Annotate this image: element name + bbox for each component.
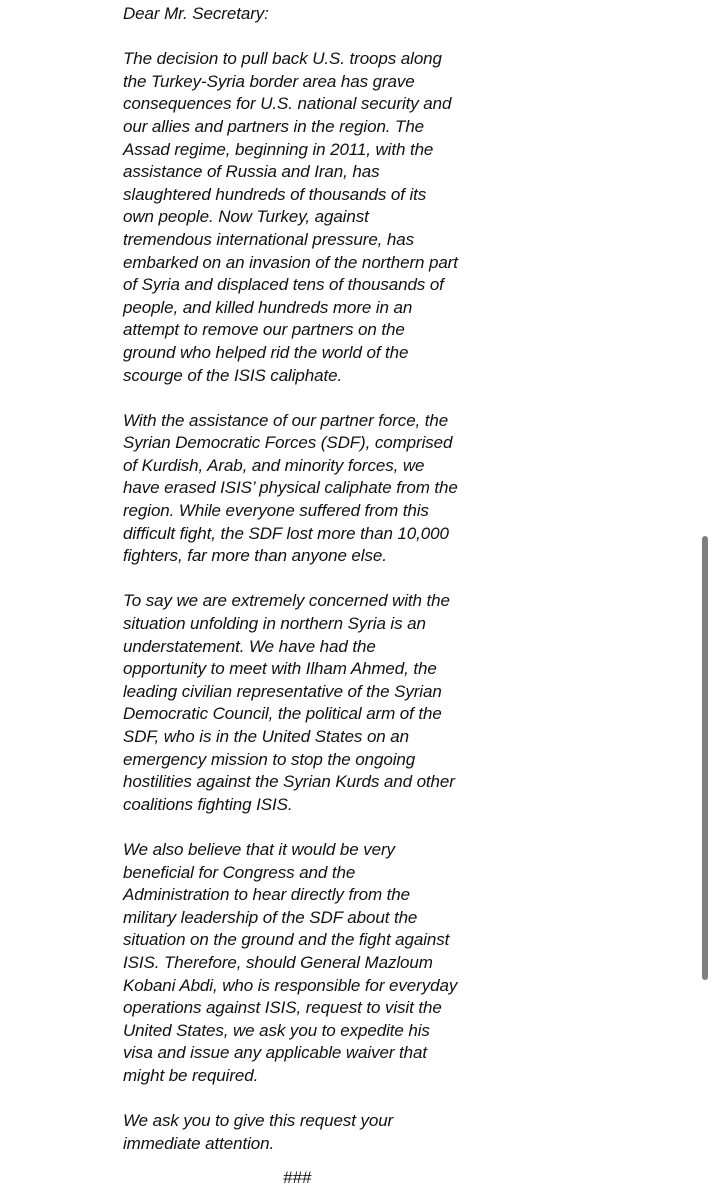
text-line: Syrian Democratic Forces (SDF), comprised [123, 433, 453, 453]
text-line: ISIS. Therefore, should General Mazloum [123, 952, 433, 972]
text-line: Democratic Council, the political arm of the [123, 704, 442, 724]
text-line: Assad regime, beginning in 2011, with the [123, 139, 434, 159]
text-line: difficult fight, the SDF lost more than 10,000 [123, 523, 449, 543]
text-line: To say we are extremely concerned with the [123, 591, 450, 611]
paragraph-1 [123, 48, 495, 387]
scrollbar-thumb[interactable] [702, 536, 708, 980]
paragraph-gap [123, 1088, 495, 1111]
text-line: might be required. [123, 1065, 259, 1085]
text-line: scourge of the ISIS caliphate. [123, 365, 343, 385]
text-line: visa and issue any applicable waiver that [123, 1043, 427, 1063]
paragraph-gap [123, 816, 495, 839]
text-line: of Syria and displaced tens of thousands of [123, 275, 444, 295]
text-line: leading civilian representative of the Syrian [123, 681, 442, 701]
text-line: operations against ISIS, request to visit the [123, 998, 442, 1018]
text-line: attempt to remove our partners on the [123, 320, 405, 340]
text-line: Kobani Abdi, who is responsible for everyday [123, 975, 458, 995]
text-line: situation unfolding in northern Syria is an [123, 614, 426, 634]
text-line: our allies and partners in the region. The [123, 116, 425, 136]
text-line: assistance of Russia and Iran, has [123, 162, 380, 182]
paragraph-5 [123, 1110, 495, 1155]
text-line: coalitions fighting ISIS. [123, 794, 293, 814]
paragraph-gap [123, 387, 495, 410]
text-line: people, and killed hundreds more in an [123, 297, 413, 317]
text-line: have erased ISIS’ physical caliphate from the [123, 478, 458, 498]
text-line: We also believe that it would be very [123, 839, 395, 859]
text-line: consequences for U.S. national security and [123, 94, 452, 114]
text-line: fighters, far more than anyone else. [123, 546, 387, 566]
text-line: situation on the ground and the fight against [123, 930, 450, 950]
text-line: military leadership of the SDF about the [123, 907, 418, 927]
salutation: Dear Mr. Secretary: [123, 4, 269, 23]
paragraph-gap [123, 26, 495, 49]
text-line: tremendous international pressure, has [123, 229, 415, 249]
text-line: beneficial for Congress and the [123, 862, 356, 882]
text-line: hostilities against the Syrian Kurds and other [123, 772, 455, 792]
text-line: region. While everyone suffered from this [123, 501, 429, 521]
text-line: SDF, who is in the United States on an [123, 727, 409, 746]
paragraph-2 [123, 410, 495, 568]
text-line: United States, we ask you to expedite his [123, 1020, 430, 1040]
text-line: understatement. We have had the [123, 636, 376, 656]
text-line: embarked on an invasion of the northern part [123, 252, 458, 272]
text-line: emergency mission to stop the ongoing [123, 749, 416, 769]
text-line: Administration to hear directly from the [123, 885, 411, 905]
text-line: of Kurdish, Arab, and minority forces, we [123, 455, 425, 475]
paragraph-3 [123, 590, 495, 816]
text-line: slaughtered hundreds of thousands of its [123, 184, 427, 204]
end-mark: ### [283, 1168, 312, 1187]
text-line: own people. Now Turkey, against [123, 207, 369, 227]
text-line: opportunity to meet with Ilham Ahmed, the [123, 659, 437, 679]
text-line: ground who helped rid the world of the [123, 342, 409, 362]
text-line: We ask you to give this request your [123, 1111, 394, 1131]
text-line: With the assistance of our partner force, the [123, 410, 449, 430]
text-line: immediate attention. [123, 1133, 275, 1153]
text-line: The decision to pull back U.S. troops along [123, 49, 442, 69]
letter-body [123, 3, 495, 1155]
text-line: the Turkey-Syria border area has grave [123, 71, 415, 91]
paragraph-4 [123, 839, 495, 1088]
paragraph-gap [123, 568, 495, 591]
